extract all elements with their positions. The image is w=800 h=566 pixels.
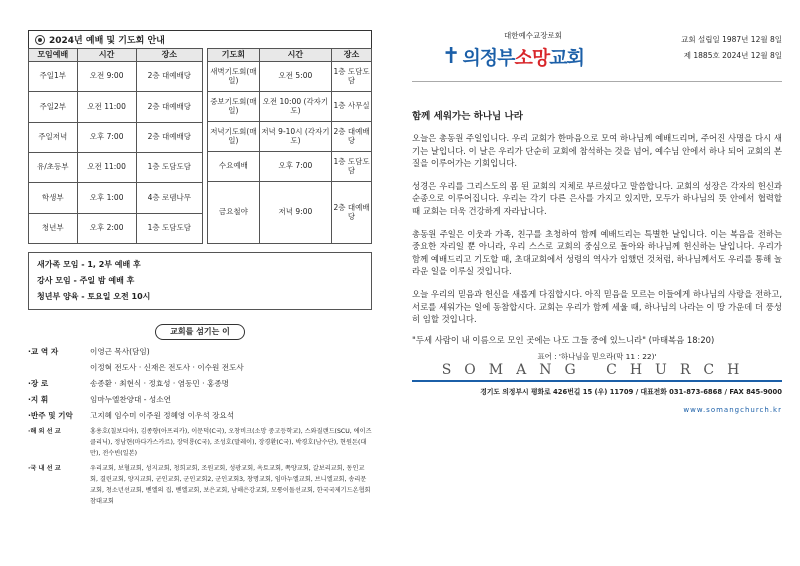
table-cell: 오후 7:00 — [77, 122, 136, 152]
table-header: 모임예배 — [29, 49, 78, 62]
table-cell: 4층 로뎀나무 — [136, 183, 202, 213]
list-item: ·지 휘 임마누엘찬양대 - 성소연 — [28, 395, 171, 404]
founded-date: 교회 설립일 1987년 12월 8일 — [681, 35, 782, 44]
bulletin-header — [412, 30, 782, 82]
table-header: 장소 — [136, 49, 202, 62]
list-item: 이정혁 전도사 · 신재은 전도사 · 이수원 전도사 — [90, 363, 244, 372]
article-paragraph: 성경은 우리를 그리스도의 몸 된 교회의 지체로 부르셨다고 말씀합니다. 교회의 성장은 각자의 헌신과 순종으로 이루어집니다. 우리는 각기 다른 은사를 가지고 있지만, 모두가 하나님의 뜻 안에서 협력할 때 교회는 더욱 건강하게 자라납니다. — [412, 180, 782, 216]
notice-box — [28, 252, 372, 310]
table-cell: 청년부 — [29, 213, 78, 243]
table-row — [208, 92, 372, 122]
table-row — [29, 92, 203, 122]
table-row — [208, 122, 372, 152]
article-paragraph: 오늘 우리의 믿음과 헌신을 새롭게 다짐합시다. 아직 믿음을 모르는 이들에게 하나님의 사랑을 전하고, 서로를 세워가는 일에 동참합시다. 교회는 우리가 함께 세울 때, 하나님의 나라는 이 땅 가운데 더 풍성히 임할 것입니다. — [412, 288, 782, 325]
table-cell: 1층 도담도담 — [136, 213, 202, 243]
address: 경기도 의정부시 평화로 426번길 15 (우) 11709 / 대표전화 031-873-6868 / FAX 845-9000 — [480, 388, 782, 397]
website-link[interactable]: www.somangchurch.kr — [683, 406, 782, 415]
table-cell: 유/초등부 — [29, 152, 78, 182]
right-panel — [412, 30, 782, 414]
table-cell: 2층 대예배당 — [332, 122, 372, 152]
serve-section — [28, 324, 372, 340]
bulletin-meta — [681, 30, 782, 77]
table-header: 장소 — [332, 49, 372, 62]
table-cell: 저녁기도회(매일) — [208, 122, 260, 152]
schedule-tables — [28, 48, 372, 244]
table-cell: 2층 대예배당 — [136, 122, 202, 152]
list-item: ·국 내 선 교 우리교회, 보혈교회, 성지교회, 청희교회, 조원교회, 성광교회, 옥토교회, 쪽양교회, 갈보리교회, 동인교회, 결린교회, 양지교회, 군인교회, 군인교회2, 군인교회3, 창명교회, 임마누엘교회, 브니엘교회, 송리문교회, 청소년선교회, 벧엘의 집, 벧엘교회, 보은교회, 남해은강교회, 모퉁이돌선교회, 한국국제기드온협회 참대교회 — [28, 465, 371, 505]
table-row — [29, 213, 203, 243]
article-title: 함께 세워가는 하나님 나라 — [412, 111, 523, 122]
list-item: ·교 역 자 이영근 목사(담임) — [28, 347, 150, 356]
table-header: 기도회 — [208, 49, 260, 62]
left-panel — [28, 30, 372, 511]
table-row — [208, 62, 372, 92]
table-cell: 1층 사무실 — [332, 92, 372, 122]
table-cell: 중보기도회(매일) — [208, 92, 260, 122]
notice-item: 청년부 양육 - 토요일 오전 10시 — [37, 292, 151, 301]
article-paragraph: 오늘은 총동원 주일입니다. 우리 교회가 한마음으로 모여 하나님께 예배드리며, 주어진 사명을 다시 새기는 날입니다. 이 날은 우리가 단순히 교회에 참석하는 것을 넘어, 예수님 안에서 하나 되어 교회의 본질을 이루어가는 기회입니다. — [412, 133, 782, 169]
table-cell: 학생부 — [29, 183, 78, 213]
notice-item: 강사 모임 - 주일 밤 예배 후 — [37, 276, 135, 285]
notice-item: 새가족 모임 - 1, 2부 예배 후 — [37, 260, 141, 269]
table-cell: 1층 도담도담 — [332, 62, 372, 92]
church-logo — [442, 30, 584, 77]
issue-number: 제 1885호 2024년 12월 8일 — [683, 51, 782, 60]
staff-list — [28, 346, 372, 507]
table-row — [29, 183, 203, 213]
table-cell: 오후 7:00 — [259, 152, 331, 182]
table-cell: 1층 도담도담 — [136, 152, 202, 182]
table-cell: 2층 대예배당 — [136, 62, 202, 92]
table-cell: 오전 5:00 — [259, 62, 331, 92]
table-header: 시간 — [77, 49, 136, 62]
prayer-table — [207, 48, 372, 244]
schedule-section-title: 2024년 예배 및 기도회 안내 — [28, 30, 372, 48]
list-item: ·장 로 송종환 · 최현식 · 정효성 · 염동민 · 홍종명 — [28, 379, 229, 388]
list-item: ·해 외 선 교 홍용호(칠보디아), 김종향(아프리카), 이문덕(C국), 오창비크(소망 중고등학교), 스와질랜드(SCU, 에이즈클리닉), 정남현(마다가스카르), 장덕룡(C국), 조성호(말레이), 장경환(C국), 박경호(남수단), 현원돈(대만), 전수빈(일본) — [28, 428, 372, 457]
table-cell: 주일2부 — [29, 92, 78, 122]
table-cell: 오전 9:00 — [77, 62, 136, 92]
table-row — [29, 152, 203, 182]
target-icon — [35, 35, 45, 45]
table-cell: 2층 대예배당 — [332, 182, 372, 244]
table-cell: 저녁 9:00 — [259, 182, 331, 244]
table-cell: 새벽기도회(매일) — [208, 62, 260, 92]
denomination: 대한예수교장로회 — [504, 31, 562, 40]
table-cell: 수요예배 — [208, 152, 260, 182]
table-cell: 오전 11:00 — [77, 92, 136, 122]
brand-wordmark: SOMANG CHURCH — [412, 362, 782, 382]
motto: 표어 : '하나님을 믿으라(막 11 : 22)' — [537, 352, 657, 362]
table-row — [208, 182, 372, 244]
list-item: ·반주 및 기악 고지혜 임수미 이주원 정혜영 이우석 장요석 — [28, 411, 235, 420]
table-cell: 오전 10:00 (각자기도) — [259, 92, 331, 122]
table-cell: 오전 11:00 — [77, 152, 136, 182]
table-cell: 금요철야 — [208, 182, 260, 244]
table-cell: 2층 대예배당 — [136, 92, 202, 122]
table-cell: 주일1부 — [29, 62, 78, 92]
table-cell: 1층 도담도담 — [332, 152, 372, 182]
article-paragraph: 총동원 주일은 이웃과 가족, 친구를 초청하여 함께 예배드리는 특별한 날입니다. 이는 복음을 전하는 중요한 자리일 뿐 아니라, 우리 스스로 교회의 중심으로 돌아와 하나님께 헌신하는 날입니다. 우리가 함께 예배드리고 기도할 때, 초대교회에서 성령의 역사가 임했던 것처럼, 하나님께서도 우리를 통해 놀라운 일을 이루실 것입니다. — [412, 228, 782, 277]
worship-table — [28, 48, 203, 244]
bible-verse: "두세 사람이 내 이름으로 모인 곳에는 나도 그들 중에 있느니라" (마태복음 18:20) — [412, 334, 715, 345]
cross-icon: ✝ — [442, 44, 461, 69]
table-header: 시간 — [259, 49, 331, 62]
table-row — [29, 62, 203, 92]
table-row — [208, 152, 372, 182]
table-cell: 주일저녁 — [29, 122, 78, 152]
table-row — [29, 122, 203, 152]
church-name: 의정부소망교회 — [462, 47, 584, 69]
table-cell: 저녁 9-10시 (각자기도) — [259, 122, 331, 152]
table-cell: 오후 2:00 — [77, 213, 136, 243]
table-cell: 오후 1:00 — [77, 183, 136, 213]
serve-title: 교회를 섬기는 이 — [155, 324, 245, 340]
